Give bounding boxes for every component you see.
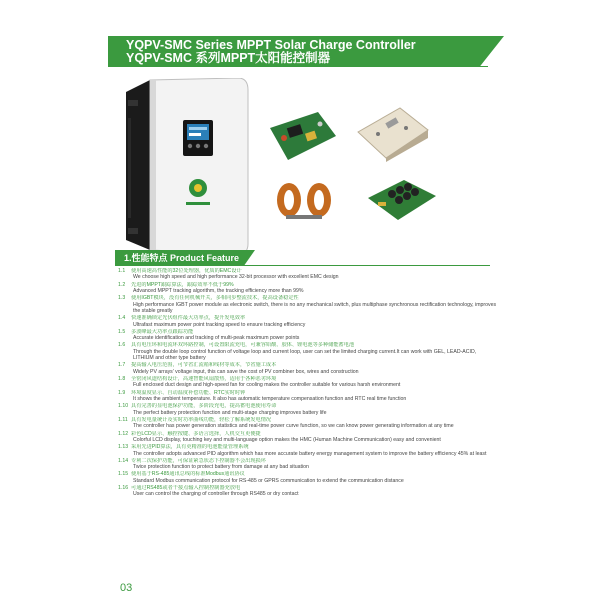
title-chinese: YQPV-SMC 系列MPPT太阳能控制器 xyxy=(126,51,331,65)
section-title: 1.性能特点 Product Feature xyxy=(124,253,240,263)
feature-number: 1.6 xyxy=(118,342,126,349)
feature-number: 1.5 xyxy=(118,328,126,335)
inductor-coil-icon xyxy=(272,180,336,222)
pcb-board-icon xyxy=(266,110,338,162)
feature-number: 1.7 xyxy=(118,362,126,369)
feature-number: 1.10 xyxy=(118,403,129,410)
feature-text-zh: 快速准确锁定光伏组件最大功率点，提升发电效率 xyxy=(131,315,246,322)
feature-text-en: It shows the ambient temperature. It also has automatic temperature compensation function and RTC real time function xyxy=(133,396,407,403)
feature-item xyxy=(118,329,498,342)
title-english: YQPV-SMC Series MPPT Solar Charge Controller xyxy=(126,38,416,52)
feature-text-zh: 专利二次保护功能，可保证紧急状态下控制器不会出现损坏 xyxy=(131,457,266,464)
feature-item xyxy=(118,417,498,430)
feature-item xyxy=(118,268,498,281)
feature-item xyxy=(118,444,498,457)
feature-number: 1.16 xyxy=(118,484,129,491)
feature-item xyxy=(118,403,498,416)
feature-number: 1.13 xyxy=(118,444,129,451)
feature-text-en: Through the double loop control function of voltage loop and current loop, user can set the limited charging current.It can work with GEL, LEAD-ACID, LITHIUM and other type battery xyxy=(133,348,477,362)
feature-item xyxy=(118,295,498,314)
feature-number: 1.14 xyxy=(118,457,129,464)
feature-item xyxy=(118,342,498,361)
igbt-module-icon xyxy=(356,106,430,162)
title-underline xyxy=(108,66,488,67)
feature-text-zh: 具有电压环和电流环双环路控制，可设置限流充电，可兼容铅酸、胶体、锂电池等多种储能蓄电池 xyxy=(131,342,355,349)
feature-text-zh: 采用先进PID算法，具有更精准的电池能量管理系统 xyxy=(131,444,249,451)
feature-text-zh: 使用IGBT模块，没有任何机械开关，多相同步整流技术，提高设备稳定性 xyxy=(131,295,299,302)
feature-text-zh: 彩色LCD显示、触控按键、多语言选择，人机交互更便捷 xyxy=(131,430,261,437)
feature-text-zh: 使用基于RS-485通讯总线的标准Modbus通讯协议 xyxy=(131,471,245,478)
feature-number: 1.8 xyxy=(118,376,126,383)
feature-text-zh: 先进的MPPT跟踪算法，跟踪效率不低于99% xyxy=(131,281,234,288)
feature-number: 1.11 xyxy=(118,416,128,423)
feature-text-en: The controller has power generation statistics and real-time power curve function, so we can know power generating information at any time xyxy=(133,423,454,430)
feature-text-en: Twice protection function to protect battery from damage at any bad situation xyxy=(133,464,309,471)
feature-text-zh: 使用高速高性能的32位处理器，优质的EMC设计 xyxy=(131,268,242,274)
feature-text-en: The controller adopts advanced PID algorithm which has more accurate battery energy management system to improve the battery efficiency 45% at least xyxy=(133,450,487,457)
feature-text-zh: 具有完善的显电池保护功能，多阶段充电，提高蓄电池使用寿命 xyxy=(131,403,277,410)
feature-text-en: Widely PV arrays’ voltage input, this can save the cost of PV combiner box, wires and construction xyxy=(133,368,359,375)
feature-text-zh: 环境温度显示、自动温度补偿功能、RTC实时时钟 xyxy=(131,389,246,396)
feature-item xyxy=(118,362,498,375)
feature-number: 1.9 xyxy=(118,389,126,396)
feature-number: 1.12 xyxy=(118,430,129,437)
feature-item xyxy=(118,376,498,389)
feature-number: 1.15 xyxy=(118,471,129,478)
feature-text-en: We choose high speed and high performance 32-bit processor with excellent EMC design xyxy=(133,274,339,281)
feature-text-en: Accurate identification and tracking of multi-peak maximum power points xyxy=(133,335,300,342)
feature-text-en: Ultrafast maximum power point tracking speed to ensure tracking efficiency xyxy=(133,321,306,328)
feature-text-en: Full enclosed duct design and high-speed fan for cooling makes the controller suitable for various harsh environment xyxy=(133,382,401,389)
feature-text-zh: 提高输入电压范围，可节省汇流箱和线材等成本，节省施工成本 xyxy=(131,362,277,369)
feature-text-en: High performance IGBT power module as electronic switch, there is no any mechanical switch, plus multiphase synchronous rectification technology, improves the stable greatly xyxy=(133,301,497,315)
feature-list xyxy=(118,268,498,498)
feature-text-en: The perfect battery protection function and multi-stage charging improves battery life xyxy=(133,409,327,416)
feature-text-zh: 全密闭风道结构设计，高速智能风扇散热，适用于各种恶劣环境 xyxy=(131,376,277,383)
page-number: 03 xyxy=(120,582,133,594)
feature-item xyxy=(118,458,498,471)
feature-number: 1.4 xyxy=(118,315,126,322)
feature-item xyxy=(118,471,498,484)
section-underline xyxy=(115,265,490,266)
feature-text-zh: 可通过RS485或者干接点输入控制控制器充放电 xyxy=(131,484,241,491)
feature-item xyxy=(118,431,498,444)
feature-text-zh: 多波峰最大功率点跟踪功能 xyxy=(131,328,194,335)
feature-number: 1.3 xyxy=(118,295,126,302)
feature-item xyxy=(118,315,498,328)
feature-text-en: Advanced MPPT tracking algorithm, the tracking efficiency more than 99% xyxy=(133,288,304,295)
feature-text-en: Standard Modbus communication protocol for RS-485 or GPRS communication to extend the communication distance xyxy=(133,477,404,484)
feature-number: 1.1 xyxy=(118,268,126,274)
feature-item xyxy=(118,282,498,295)
feature-number: 1.2 xyxy=(118,281,126,288)
capacitor-board-icon xyxy=(366,176,438,222)
feature-item xyxy=(118,485,498,498)
controller-unit-icon xyxy=(120,78,252,256)
section-header xyxy=(115,250,495,266)
feature-text-en: User can control the charging of controller through RS485 or dry contact xyxy=(133,491,299,498)
feature-item xyxy=(118,390,498,403)
feature-text-en: Colorful LCD display, touching key and multi-language option makes the HMC (Human Machine Communication) easy and convenient xyxy=(133,436,441,443)
feature-text-zh: 具有发电量统计及实时功率曲线功能，轻松了解系统发电情况 xyxy=(131,416,272,423)
